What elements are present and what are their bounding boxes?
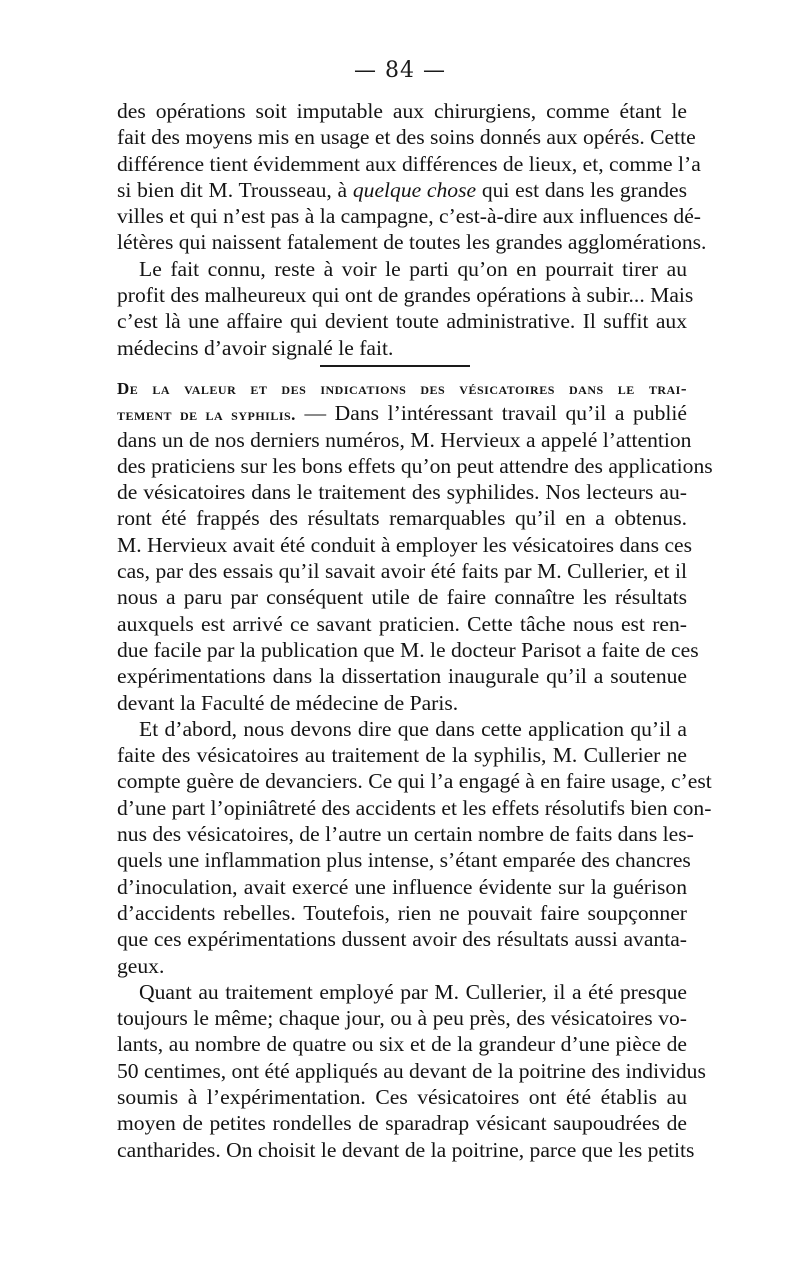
text-line: cantharides. On choisit le devant de la poitrine, parce que les petits — [117, 1137, 695, 1162]
text-line: M. Hervieux avait été conduit à employer les vésicatoires dans ces — [117, 532, 693, 557]
text-line: d’accidents rebelles. Toutefois, rien ne pouvait faire soupçonner — [117, 900, 687, 925]
text-line: 50 centimes, ont été appliqués au devant de la poitrine des individus — [117, 1058, 706, 1083]
text-line: médecins d’avoir signalé le fait. — [117, 335, 394, 360]
text-line: différence tient évidemment aux différences de lieux, et, comme l’a — [117, 151, 701, 176]
text-line: létères qui naissent fatalement de toutes les grandes agglomérations. — [117, 230, 707, 255]
text-line: lants, au nombre de quatre ou six et de la grandeur d’une pièce de — [117, 1032, 687, 1057]
section-block — [117, 374, 713, 1163]
section-heading-continued: tement de la syphilis. — [117, 405, 296, 425]
text-line: des opérations soit imputable aux chirurgiens, comme étant le — [117, 99, 687, 123]
text-line: nus des vésicatoires, de l’autre un certain nombre de faits dans les- — [117, 822, 694, 847]
text-line: geux. — [117, 953, 165, 978]
text-line: auxquels est arrivé ce savant praticien. Cette tâche nous est ren- — [117, 611, 687, 636]
text-line: faite des vésicatoires au traitement de la syphilis, M. Cullerier ne — [117, 743, 687, 768]
text-line: que ces expérimentations dussent avoir des résultats aussi avanta- — [117, 927, 687, 952]
text-fragment: qui est dans les grandes — [481, 177, 687, 202]
text-line: des praticiens sur les bons effets qu’on peut attendre des applications — [117, 453, 713, 478]
text-line: fait des moyens mis en usage et des soins donnés aux opérés. Cette — [117, 125, 696, 150]
text-line: moyen de petites rondelles de sparadrap vésicant saupoudrées de — [117, 1111, 687, 1136]
text-fragment: si bien dit M. Trousseau, à — [117, 177, 348, 202]
section-heading: De la valeur et des indications des vésicatoires dans le trai- — [117, 379, 687, 398]
section-heading-line — [117, 374, 687, 400]
text-line: compte guère de devanciers. Ce qui l’a engagé à en faire usage, c’est — [117, 769, 712, 794]
text-line: expérimentations dans la dissertation inaugurale qu’il a soutenue — [117, 664, 687, 689]
italic-phrase: quelque chose — [352, 177, 477, 202]
text-line-with-italic — [117, 177, 687, 203]
text-line: villes et qui n’est pas à la campagne, c’est-à-dire aux influences dé- — [117, 204, 701, 229]
text-line: soumis à l’expérimentation. Ces vésicatoires ont été établis au — [117, 1085, 687, 1110]
text-line: due facile par la publication que M. le docteur Parisot a faite de ces — [117, 637, 699, 662]
section-divider — [320, 365, 470, 367]
section-heading-line — [117, 400, 687, 426]
text-line: d’une part l’opiniâtreté des accidents et les effets résolutifs bien con- — [117, 795, 712, 820]
text-line: dans un de nos derniers numéros, M. Hervieux a appelé l’attention — [117, 427, 692, 452]
text-line: profit des malheureux qui ont de grandes opérations à subir... Mais — [117, 283, 694, 308]
paragraph-start-line: Le fait connu, reste à voir le parti qu’on en pourrait tirer au — [139, 256, 687, 281]
text-line: toujours le même; chaque jour, ou à peu près, des vésicatoires vo- — [117, 1006, 687, 1031]
text-line: d’inoculation, avait exercé une influence évidente sur la guérison — [117, 874, 687, 899]
text-line: de vésicatoires dans le traitement des syphilides. Nos lecteurs au- — [117, 480, 687, 505]
page-number: — 84 — — [354, 58, 446, 83]
text-line: nous a paru par conséquent utile de faire connaître les résultats — [117, 585, 687, 610]
paragraph-start-line: Quant au traitement employé par M. Cullerier, il a été presque — [139, 979, 687, 1004]
text-line: devant la Faculté de médecine de Paris. — [117, 690, 459, 715]
text-line: c’est là une affaire qui devient toute administrative. Il suffit aux — [117, 309, 687, 334]
text-line: cas, par des essais qu’il savait avoir été faits par M. Cullerier, et il — [117, 559, 687, 584]
text-line: ront été frappés des résultats remarquables qu’il en a obtenus. — [117, 506, 687, 531]
section-intro-text: — Dans l’intéressant travail qu’il a publié — [295, 401, 687, 426]
text-line: quels une inflammation plus intense, s’étant emparée des chancres — [117, 848, 691, 873]
paragraph-start-line: Et d’abord, nous devons dire que dans cette application qu’il a — [139, 716, 687, 741]
text-block-top — [117, 98, 707, 361]
